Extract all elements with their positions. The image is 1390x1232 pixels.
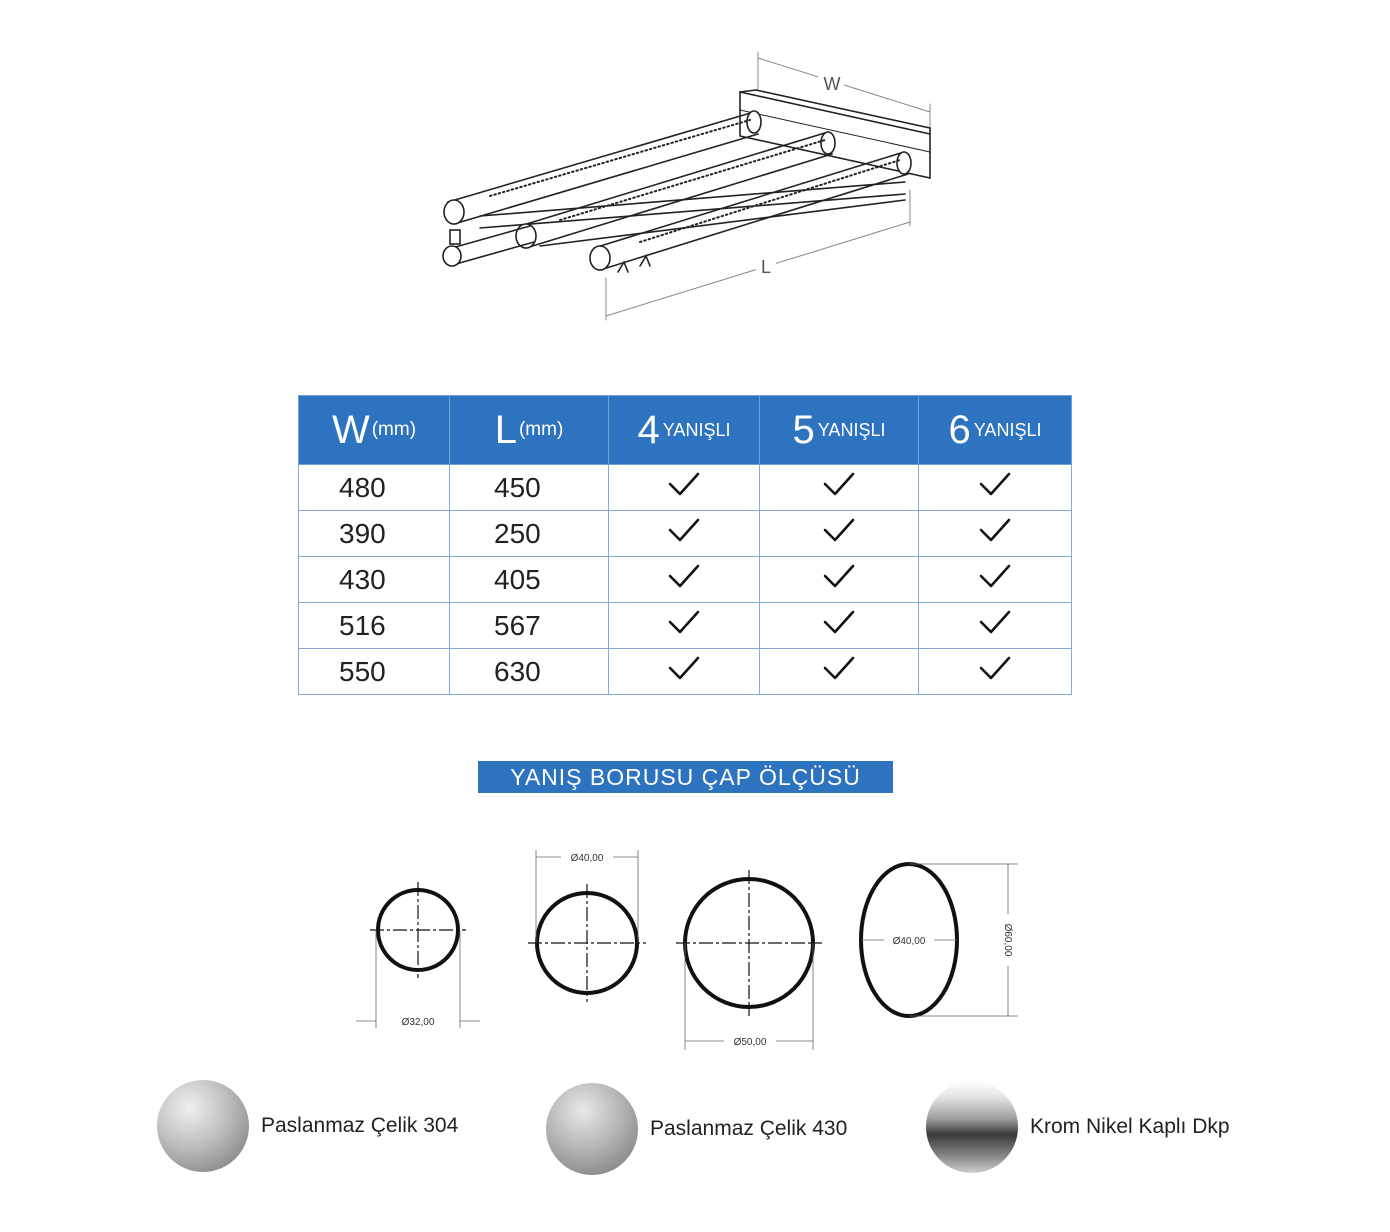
check-icon [667, 655, 701, 681]
cell-burner-5 [760, 511, 919, 557]
section-title: YANIŞ BORUSU ÇAP ÖLÇÜSÜ [478, 761, 893, 793]
check-icon [978, 609, 1012, 635]
table-row [299, 649, 1072, 695]
material-label: Krom Nikel Kaplı Dkp [1030, 1115, 1230, 1138]
cell-l: 567 [450, 603, 609, 649]
table-row [299, 465, 1072, 511]
cell-burner-5 [760, 603, 919, 649]
cell-l: 450 [450, 465, 609, 511]
check-icon [822, 517, 856, 543]
pipe-diameter-drawings [350, 840, 1040, 1060]
cell-w: 480 [299, 465, 450, 511]
cell-burner-5 [760, 465, 919, 511]
check-icon [822, 563, 856, 589]
cell-l: 405 [450, 557, 609, 603]
size-table [298, 395, 1072, 695]
check-icon [667, 471, 701, 497]
header-5-burner: 5 YANIŞLI [760, 396, 919, 465]
cell-l: 630 [450, 649, 609, 695]
diameter-50-label: Ø50,00 [733, 1037, 767, 1048]
burner-rack-drawing [400, 40, 960, 340]
cell-w: 550 [299, 649, 450, 695]
cell-burner-6 [919, 603, 1072, 649]
cell-w: 430 [299, 557, 450, 603]
cell-burner-6 [919, 511, 1072, 557]
cell-burner-5 [760, 557, 919, 603]
chrome-nickel-swatch [926, 1081, 1018, 1173]
l-dimension-label: L [760, 257, 772, 277]
cell-burner-6 [919, 649, 1072, 695]
header-6-burner: 6 YANIŞLI [919, 396, 1072, 465]
material-item-304 [157, 1080, 458, 1172]
w-dimension-label: W [823, 74, 841, 94]
table-row [299, 603, 1072, 649]
cell-burner-6 [919, 557, 1072, 603]
table-row [299, 511, 1072, 557]
table-row [299, 557, 1072, 603]
cell-burner-6 [919, 465, 1072, 511]
oval-width-label: Ø40,00 [892, 936, 926, 947]
table-body [299, 465, 1072, 695]
cell-l: 250 [450, 511, 609, 557]
cell-burner-4 [609, 649, 760, 695]
material-item-430 [546, 1083, 847, 1175]
material-label: Paslanmaz Çelik 430 [650, 1117, 848, 1140]
cell-burner-4 [609, 465, 760, 511]
cell-w: 390 [299, 511, 450, 557]
stainless-304-swatch [157, 1080, 249, 1172]
material-item-chrome [926, 1081, 1230, 1173]
cell-burner-4 [609, 603, 760, 649]
stainless-430-swatch [546, 1083, 638, 1175]
check-icon [822, 609, 856, 635]
material-label: Paslanmaz Çelik 304 [261, 1114, 459, 1137]
check-icon [822, 655, 856, 681]
check-icon [978, 517, 1012, 543]
table-header-row [299, 396, 1072, 465]
header-w: W (mm) [299, 396, 450, 465]
diameter-40-label: Ø40,00 [570, 853, 604, 864]
cell-burner-5 [760, 649, 919, 695]
check-icon [667, 517, 701, 543]
oval-height-label: Ø60,00 [1002, 923, 1013, 957]
check-icon [978, 563, 1012, 589]
cell-burner-4 [609, 511, 760, 557]
cell-burner-4 [609, 557, 760, 603]
header-l: L (mm) [450, 396, 609, 465]
cell-w: 516 [299, 603, 450, 649]
check-icon [978, 655, 1012, 681]
check-icon [667, 563, 701, 589]
diameter-32-label: Ø32,00 [401, 1017, 435, 1028]
check-icon [667, 609, 701, 635]
header-4-burner: 4 YANIŞLI [609, 396, 760, 465]
check-icon [822, 471, 856, 497]
check-icon [978, 471, 1012, 497]
